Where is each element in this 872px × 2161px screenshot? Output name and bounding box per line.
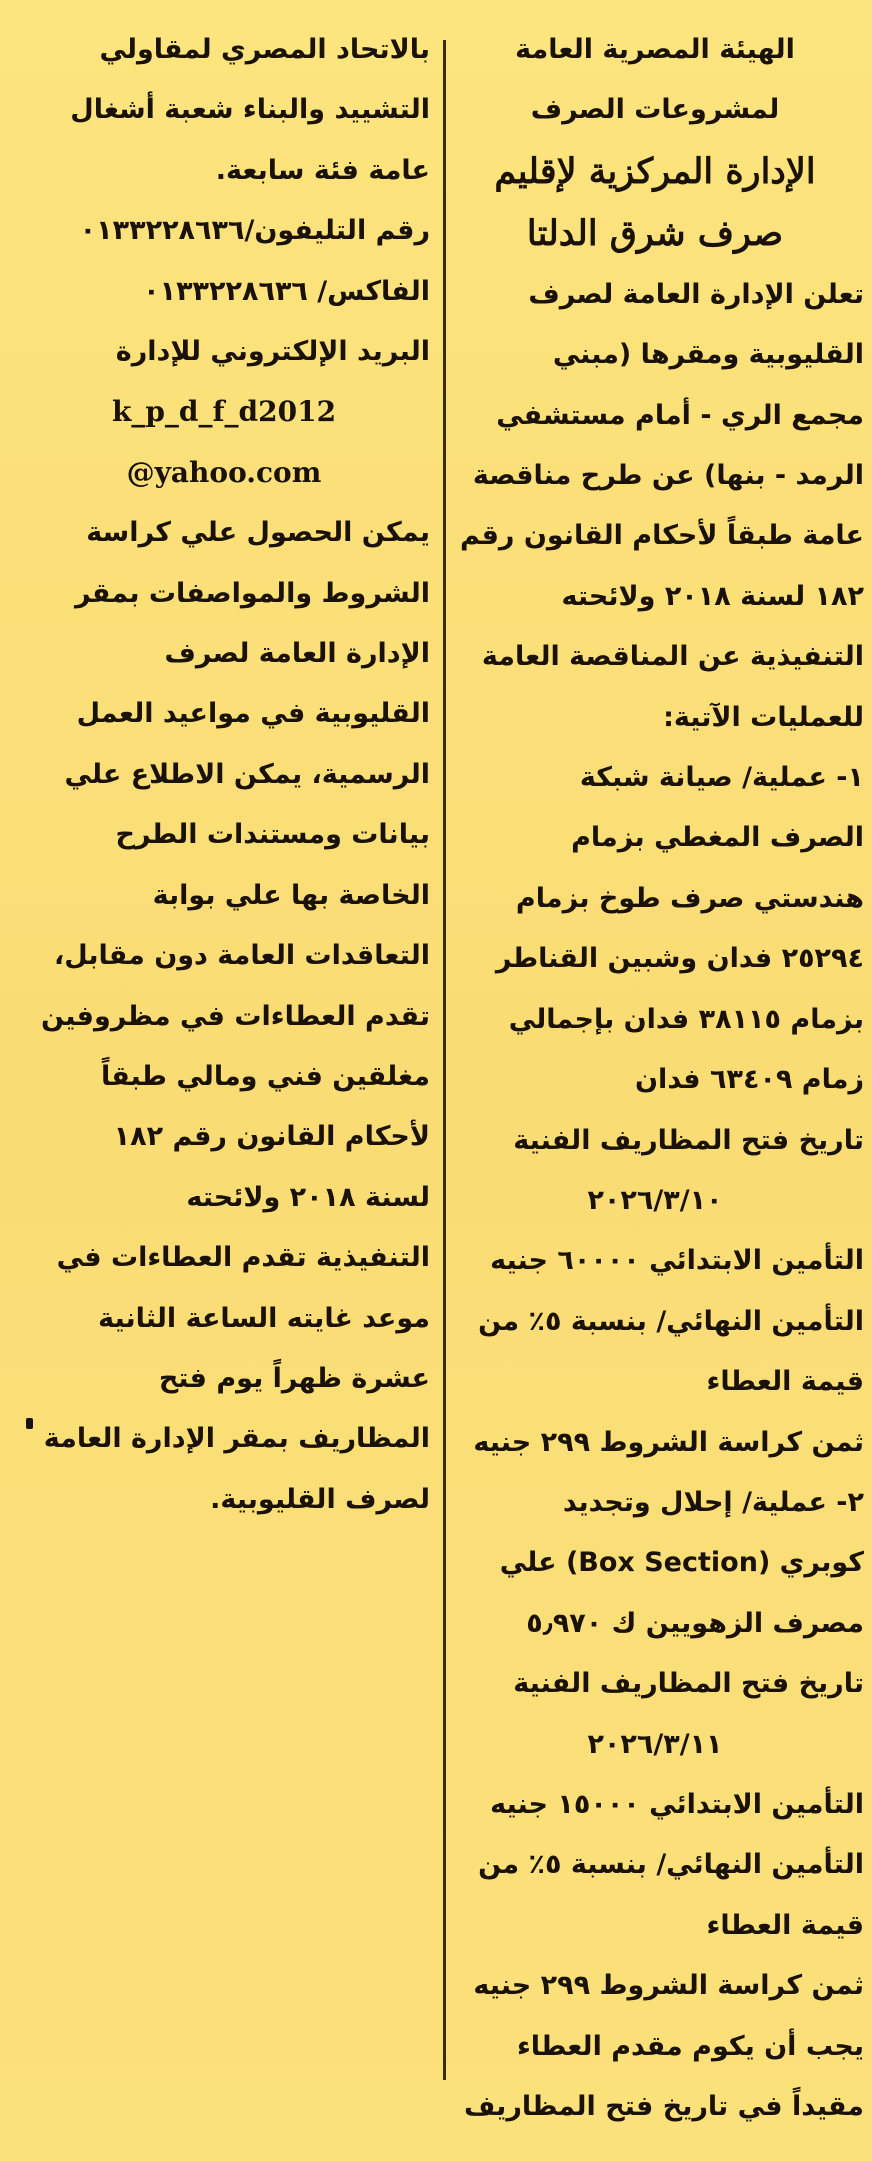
body-line: مجمع الري - أمام مستشفي xyxy=(496,399,864,431)
item-1-opening-date: ٢٠٢٦/٣/١٠ xyxy=(587,1184,723,1216)
body-line: يمكن الحصول علي كراسة xyxy=(86,517,430,549)
email-domain: @yahoo.com xyxy=(126,455,322,489)
body-line: التعاقدات العامة دون مقابل، xyxy=(54,940,430,972)
item-2-opening-label: تاريخ فتح المظاريف الفنية xyxy=(513,1668,864,1700)
item-1-initial-insurance: التأمين الابتدائي ٦٠٠٠٠ جنيه xyxy=(490,1245,864,1277)
email-user: k_p_d_f_d2012 xyxy=(111,395,337,429)
body-line: التنفيذية عن المناقصة العامة xyxy=(481,641,864,673)
body-line: للعمليات الآتية: xyxy=(663,701,864,733)
body-line: مقيداً في تاريخ فتح المظاريف xyxy=(464,2091,864,2122)
item-1-line: بزمام ٣٨١١٥ فدان بإجمالي xyxy=(508,1003,864,1035)
header-line-2: لمشروعات الصرف xyxy=(530,94,780,126)
item-1-line: ١- عملية/ صيانة شبكة xyxy=(579,762,864,794)
body-line: ١٨٢ لسنة ٢٠١٨ ولائحته xyxy=(561,580,864,612)
right-column xyxy=(446,20,864,2137)
header-line-1: الهيئة المصرية العامة xyxy=(515,34,795,65)
body-line: يجب أن يكوم مقدم العطاء xyxy=(516,2030,864,2062)
item-1-bid-value: قيمة العطاء xyxy=(706,1366,864,1398)
body-line: تعلن الإدارة العامة لصرف xyxy=(528,278,864,310)
body-line: لصرف القليوبية. xyxy=(210,1483,430,1515)
body-line: عامة طبقاً لأحكام القانون رقم xyxy=(460,520,864,552)
email-label: البريد الإلكتروني للإدارة xyxy=(115,336,430,368)
body-line: الشروط والمواصفات بمقر xyxy=(74,577,430,609)
body-line: عشرة ظهراً يوم فتح xyxy=(158,1362,430,1394)
item-1-opening-label: تاريخ فتح المظاريف الفنية xyxy=(513,1124,864,1156)
body-line: القليوبية ومقرها (مبني xyxy=(552,339,864,371)
item-2-line: ٢- عملية/ إحلال وتجديد xyxy=(562,1486,864,1518)
body-line: الرسمية، يمكن الاطلاع علي xyxy=(64,758,430,790)
left-column xyxy=(18,20,430,1530)
body-line: التنفيذية تقدم العطاءات في xyxy=(56,1242,430,1274)
item-1-line: زمام ٦٣٤٠٩ فدان xyxy=(635,1064,864,1096)
body-line: لسنة ٢٠١٨ ولائحته xyxy=(186,1181,430,1213)
body-line: القليوبية في مواعيد العمل xyxy=(76,698,430,730)
item-2-initial-insurance: التأمين الابتدائي ١٥٠٠٠ جنيه xyxy=(490,1788,864,1820)
item-1-line: ٢٥٢٩٤ فدان وشبين القناطر xyxy=(495,943,864,975)
body-line: الخاصة بها علي بوابة xyxy=(152,879,430,911)
item-1-booklet-price: ثمن كراسة الشروط ٢٩٩ جنيه xyxy=(473,1426,864,1458)
title-line-1: الإدارة المركزية لإقليم xyxy=(494,150,816,192)
item-2-line: مصرف الزهويين ك ٥٫٩٧٠ xyxy=(526,1607,864,1639)
body-line: الإدارة العامة لصرف xyxy=(164,638,430,670)
body-line: بالاتحاد المصري لمقاولي xyxy=(99,34,430,65)
item-1-line: هندستي صرف طوخ بزمام xyxy=(515,882,864,914)
title-line-2: صرف شرق الدلتا xyxy=(526,212,784,254)
item-2-opening-date: ٢٠٢٦/٣/١١ xyxy=(587,1728,723,1760)
item-2-booklet-price: ثمن كراسة الشروط ٢٩٩ جنيه xyxy=(473,1970,864,2002)
item-2-line: كوبري (Box Section) علي xyxy=(499,1547,864,1579)
body-line: عامة فئة سابعة. xyxy=(215,154,430,186)
body-line: مغلقين فني ومالي طبقاً xyxy=(100,1060,430,1092)
body-line: بيانات ومستندات الطرح xyxy=(115,819,430,851)
item-2-bid-value: قيمة العطاء xyxy=(706,1909,864,1941)
body-line: موعد غايته الساعة الثانية xyxy=(98,1302,430,1334)
body-line: المظاريف بمقر الإدارة العامة xyxy=(43,1423,430,1455)
phone-line: رقم التليفون/٠١٣٣٢٢٨٦٣٦ xyxy=(79,215,430,247)
body-line: تقدم العطاءات في مظروفين xyxy=(40,1000,430,1032)
fax-line: الفاكس/ ٠١٣٣٢٢٨٦٣٦ xyxy=(143,275,430,307)
body-line: الرمد - بنها) عن طرح مناقصة xyxy=(472,460,864,492)
body-line: التشييد والبناء شعبة أشغال xyxy=(70,94,430,126)
item-1-final-insurance: التأمين النهائي/ بنسبة ٥٪ من xyxy=(478,1305,864,1337)
ink-mark xyxy=(26,1418,33,1429)
item-1-line: الصرف المغطي بزمام xyxy=(571,822,864,854)
body-line: لأحكام القانون رقم ١٨٢ xyxy=(113,1121,430,1153)
item-2-final-insurance: التأمين النهائي/ بنسبة ٥٪ من xyxy=(478,1849,864,1881)
